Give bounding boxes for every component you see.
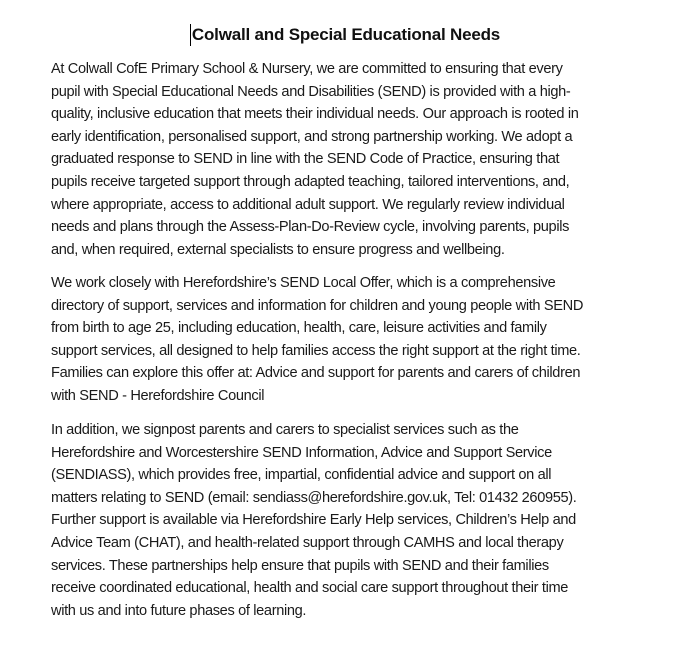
paragraph-line: needs and plans through the Assess-Plan-Do-Review cycle, involving parents, pupils	[51, 219, 570, 236]
paragraph-line: We work closely with Herefordshire’s SEND Local Offer, which is a comprehensive	[51, 275, 556, 291]
paragraph-line: support services, all designed to help families access the right support at the right time.	[51, 342, 581, 359]
paragraph-line: with SEND - Herefordshire Council	[51, 387, 265, 404]
paragraph-line: Further support is available via Herefordshire Early Help services, Children’s Help and	[51, 512, 576, 529]
paragraph-line: Herefordshire and Worcestershire SEND Information, Advice and Support Service	[51, 444, 552, 461]
text-cursor	[190, 24, 191, 46]
paragraph-line: and, when required, external specialists to ensure progress and wellbeing.	[51, 241, 505, 258]
paragraph-line: from birth to age 25, including education, health, care, leisure activities and family	[51, 320, 547, 337]
paragraph-line: graduated response to SEND in line with the SEND Code of Practice, ensuring that	[51, 151, 560, 168]
paragraph-line: quality, inclusive education that meets their individual needs. Our approach is rooted in	[51, 106, 579, 123]
paragraph-line: Advice Team (CHAT), and health-related support through CAMHS and local therapy	[51, 534, 564, 551]
paragraph-line: with us and into future phases of learning.	[51, 602, 307, 619]
paragraph-line: Families can explore this offer at: Advice and support for parents and carers of children	[51, 365, 581, 382]
paragraph-line: receive coordinated educational, health and social care support throughout their time	[51, 580, 569, 597]
paragraph-line: At Colwall CofE Primary School & Nursery, we are committed to ensuring that every	[51, 61, 563, 77]
paragraph-line: In addition, we signpost parents and carers to specialist services such as the	[51, 422, 519, 438]
paragraph-line: where appropriate, access to additional adult support. We regularly review individual	[51, 196, 565, 213]
paragraph-line: pupil with Special Educational Needs and Disabilities (SEND) is provided with a high-	[51, 83, 571, 100]
document-title-text: Colwall and Special Educational Needs	[191, 25, 501, 44]
paragraph-line: matters relating to SEND (email: sendiass@herefordshire.gov.uk, Tel: 01432 260955).	[51, 489, 577, 506]
paragraph-signpost-services[interactable]	[51, 419, 661, 622]
paragraph-line: services. These partnerships help ensure that pupils with SEND and their families	[51, 557, 549, 574]
paragraph-line: pupils receive targeted support through adapted teaching, tailored interventions, and,	[51, 173, 570, 190]
paragraph-line: (SENDIASS), which provides free, impartial, confidential advice and support on all	[51, 467, 552, 484]
title-container	[0, 23, 690, 47]
paragraph-intro[interactable]	[51, 58, 661, 261]
paragraph-line: directory of support, services and information for children and young people with SEND	[51, 297, 584, 314]
document-title[interactable]	[190, 23, 500, 47]
paragraph-local-offer[interactable]	[51, 272, 661, 408]
paragraph-line: early identification, personalised support, and strong partnership working. We adopt a	[51, 128, 573, 145]
